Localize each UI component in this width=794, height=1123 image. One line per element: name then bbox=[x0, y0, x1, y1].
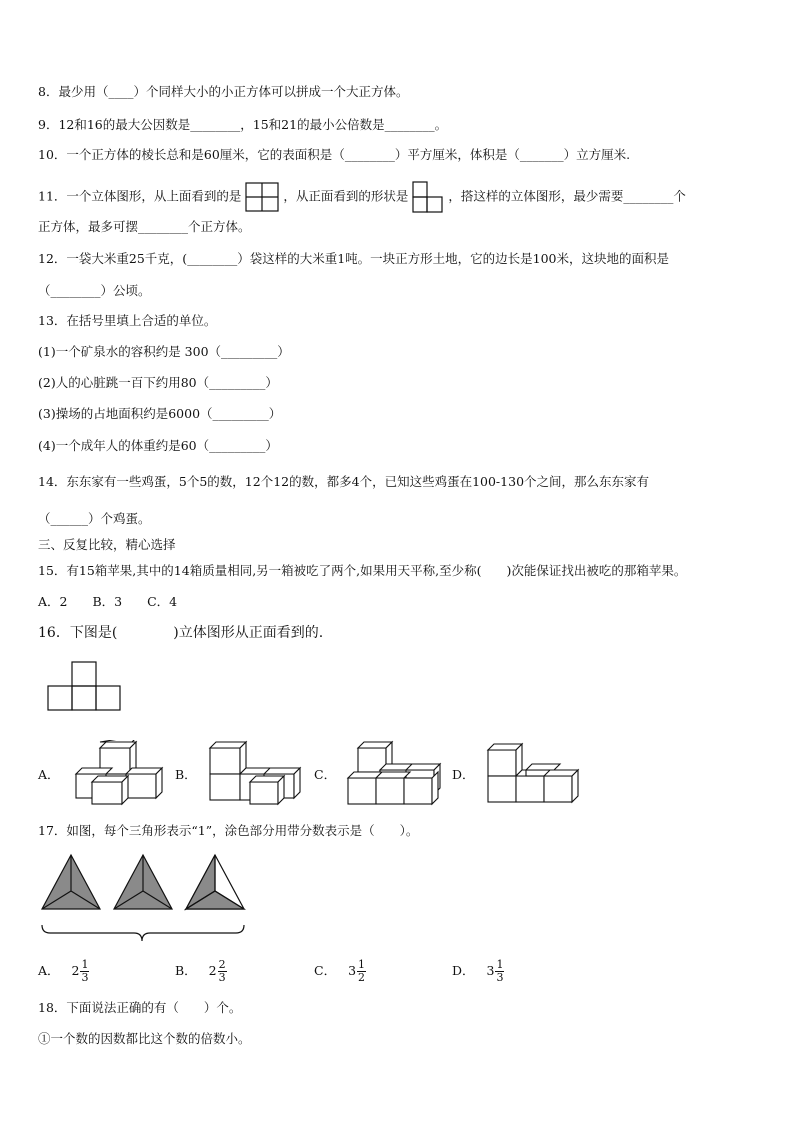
section-heading: 三、反复比较，精心选择 bbox=[38, 537, 176, 552]
question-14: 14．东东家有一些鸡蛋，5个5的数，12个12的数，都多4个，已知这些鸡蛋在100-130个之间，那么东东家有 bbox=[38, 474, 650, 489]
question-13-3: (3)操场的占地面积约是6000（_________） bbox=[38, 406, 282, 421]
question-11-cont: 正方体，最多可摆________个正方体。 bbox=[38, 219, 251, 234]
question-13-2: (2)人的心脏跳一百下约用80（_________） bbox=[38, 375, 278, 390]
q17-option-a: A． 2 $\frac{1}{3}$ bbox=[38, 958, 89, 984]
question-10: 10．一个正方体的棱长总和是60厘米，它的表面积是（________）平方厘米，体积是（_______）立方厘米. bbox=[38, 147, 631, 162]
q17-option-b: B． 2 $\frac{2}{3}$ bbox=[175, 958, 226, 984]
question-12-cont: （________）公顷。 bbox=[38, 283, 151, 298]
question-14-cont: （______）个鸡蛋。 bbox=[38, 511, 151, 526]
q17-option-d: D． 3 $\frac{1}{3}$ bbox=[452, 958, 504, 984]
question-12: 12．一袋大米重25千克，(________）袋这样的大米重1吨。一块正方形土地，它的边长是100米，这块地的面积是 bbox=[38, 251, 670, 266]
front-view-shape-icon bbox=[412, 181, 444, 213]
question-11 bbox=[38, 181, 686, 213]
q11-text-b: ，从正面看到的形状是 bbox=[283, 188, 409, 204]
question-18-statement-1: ①一个数的因数都比这个数的倍数小。 bbox=[38, 1031, 251, 1046]
question-16: 16．下图是( )立体图形从正面看到的. bbox=[38, 625, 324, 641]
question-9: 9．12和16的最大公因数是________，15和21的最小公倍数是________。 bbox=[38, 117, 448, 132]
q17-option-c: C． 3 $\frac{1}{2}$ bbox=[314, 958, 366, 984]
question-15: 15．有15箱苹果,其中的14箱质量相同,另一箱被吃了两个,如果用天平称,至少称( )次能保证找出被吃的那箱苹果。 bbox=[38, 563, 687, 578]
cube-figure-c bbox=[344, 740, 444, 806]
front-view-figure bbox=[46, 661, 126, 713]
cube-figure-b bbox=[206, 740, 302, 806]
question-13-4: (4)一个成年人的体重约是60（_________） bbox=[38, 438, 278, 453]
q16-option-a-label: A． bbox=[38, 767, 60, 782]
shaded-triangles-figure bbox=[38, 853, 253, 945]
question-15-options: A．2 B．3 C．4 bbox=[38, 594, 178, 609]
q16-option-d-label: D． bbox=[452, 767, 475, 782]
question-18: 18．下面说法正确的有（ ）个。 bbox=[38, 1000, 242, 1015]
q16-option-b-label: B． bbox=[175, 767, 197, 782]
q11-text-a: 11．一个立体图形，从上面看到的是 bbox=[38, 188, 242, 204]
cube-figure-d bbox=[484, 740, 580, 806]
question-13-1: (1)一个矿泉水的容积约是 300（_________） bbox=[38, 344, 290, 359]
q11-text-c: ，搭这样的立体图形，最少需要________个 bbox=[448, 188, 686, 204]
cube-figure-a bbox=[70, 740, 166, 806]
top-view-grid-icon bbox=[245, 182, 279, 212]
question-17: 17．如图，每个三角形表示“1”，涂色部分用带分数表示是（ ）。 bbox=[38, 823, 419, 838]
question-13: 13．在括号里填上合适的单位。 bbox=[38, 313, 217, 328]
question-8: 8．最少用（____）个同样大小的小正方体可以拼成一个大正方体。 bbox=[38, 84, 409, 99]
q16-option-c-label: C． bbox=[314, 767, 337, 782]
